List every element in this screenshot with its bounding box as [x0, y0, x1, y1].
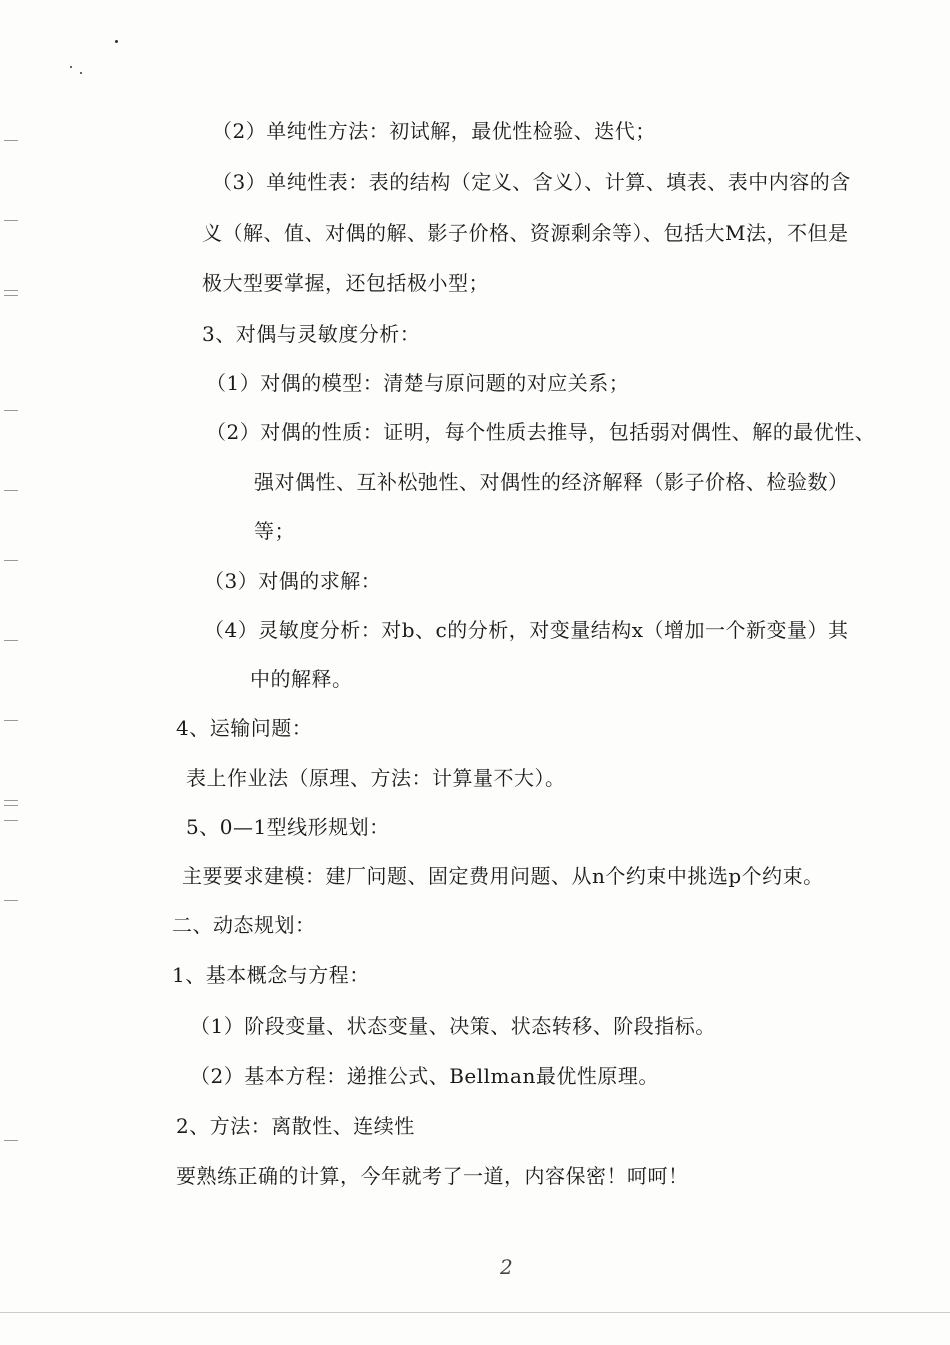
text-line: 主要要求建模：建厂问题、固定费用问题、从n个约束中挑选p个约束。 — [182, 864, 824, 888]
text-line: 要熟练正确的计算，今年就考了一道，内容保密！呵呵！ — [176, 1164, 689, 1188]
text-line: 2、方法：离散性、连续性 — [176, 1114, 415, 1138]
text-line: 等； — [254, 519, 295, 543]
text-line: 3、对偶与灵敏度分析： — [202, 322, 421, 346]
scan-speck — [115, 40, 118, 43]
scan-bottom-edge — [0, 1312, 950, 1313]
text-line: （3）对偶的求解： — [204, 569, 382, 593]
text-line: （2）对偶的性质：证明，每个性质去推导，包括弱对偶性、解的最优性、 — [206, 420, 876, 444]
text-line: （2）基本方程：递推公式、Bellman最优性原理。 — [190, 1064, 659, 1088]
text-line: 义（解、值、对偶的解、影子价格、资源剩余等）、包括大M法，不但是 — [202, 221, 849, 245]
text-line: 1、基本概念与方程： — [172, 963, 370, 987]
text-line: （3）单纯性表：表的结构（定义、含义）、计算、填表、表中内容的含 — [212, 170, 851, 194]
text-line: 二、动态规划： — [172, 913, 316, 937]
text-line: （1）阶段变量、状态变量、决策、状态转移、阶段指标。 — [190, 1014, 716, 1038]
text-line: 表上作业法（原理、方法：计算量不大）。 — [186, 766, 566, 790]
text-line: 5、0—1型线形规划： — [186, 815, 390, 839]
text-line: 极大型要掌握，还包括极小型； — [202, 271, 489, 295]
text-line: 强对偶性、互补松弛性、对偶性的经济解释（影子价格、检验数） — [254, 470, 849, 494]
text-line: （2）单纯性方法：初试解，最优性检验、迭代； — [212, 119, 656, 143]
scan-speck — [80, 72, 82, 74]
text-line: 中的解释。 — [250, 667, 353, 691]
text-line: （4）灵敏度分析：对b、c的分析，对变量结构x（增加一个新变量）其 — [204, 618, 849, 642]
page-number: 2 — [500, 1255, 513, 1279]
text-line: （1）对偶的模型：清楚与原问题的对应关系； — [206, 371, 630, 395]
text-line: 4、运输问题： — [176, 716, 313, 740]
scan-margin-marks — [0, 80, 20, 1280]
scan-speck — [70, 66, 72, 68]
